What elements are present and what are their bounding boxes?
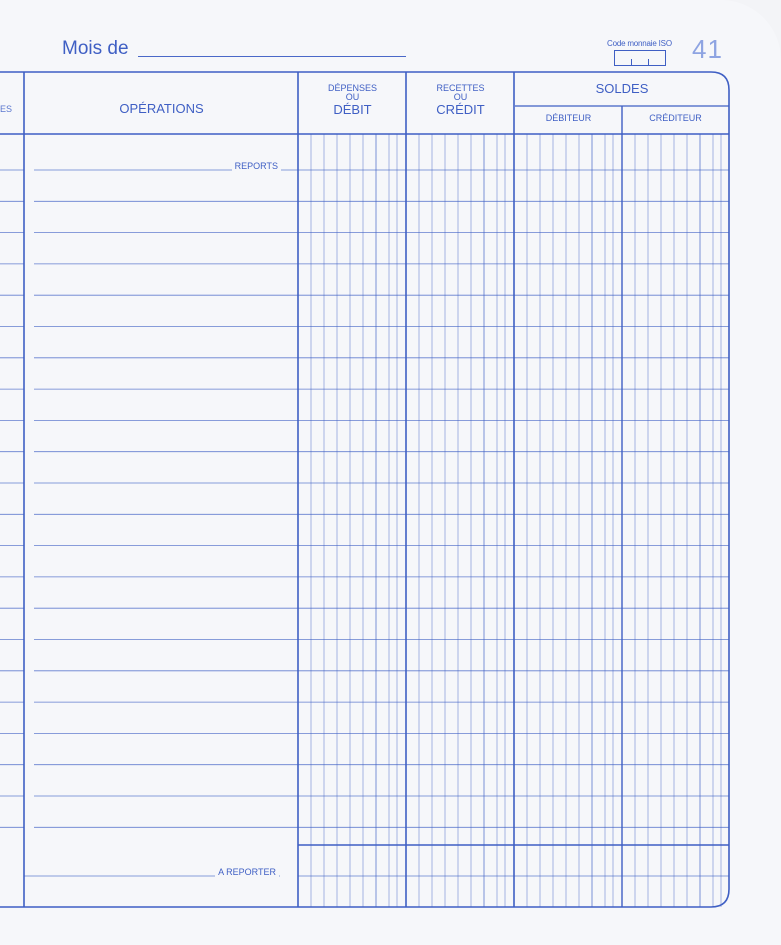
iso-currency-label: Code monnaie ISO bbox=[607, 39, 672, 48]
month-field-line[interactable] bbox=[138, 56, 406, 57]
cut-off-column-label: ES bbox=[0, 104, 13, 114]
iso-box-divider bbox=[631, 59, 632, 65]
reports-row-label: REPORTS bbox=[232, 161, 281, 171]
recettes-header-line1: RECETTES bbox=[436, 83, 485, 93]
recettes-header bbox=[407, 84, 514, 117]
operations-header: OPÉRATIONS bbox=[119, 101, 204, 116]
page-number: 41 bbox=[692, 34, 723, 64]
crediteur-header: CRÉDITEUR bbox=[649, 113, 702, 123]
debiteur-header: DÉBITEUR bbox=[545, 113, 592, 123]
depenses-header-line3: DÉBIT bbox=[333, 101, 372, 117]
recettes-header-line2: OU bbox=[453, 92, 468, 103]
depenses-header-line1: DÉPENSES bbox=[327, 83, 378, 93]
recettes-header-line3: CRÉDIT bbox=[436, 101, 485, 117]
depenses-header bbox=[299, 84, 406, 117]
soldes-header: SOLDES bbox=[595, 81, 649, 96]
depenses-header-line2: OU bbox=[345, 92, 360, 103]
iso-box-divider bbox=[648, 59, 649, 65]
iso-currency-box[interactable] bbox=[614, 50, 666, 66]
a-reporter-row-label: A REPORTER bbox=[215, 867, 279, 877]
ledger-outer-frame bbox=[0, 72, 729, 907]
month-label: Mois de bbox=[62, 38, 129, 59]
